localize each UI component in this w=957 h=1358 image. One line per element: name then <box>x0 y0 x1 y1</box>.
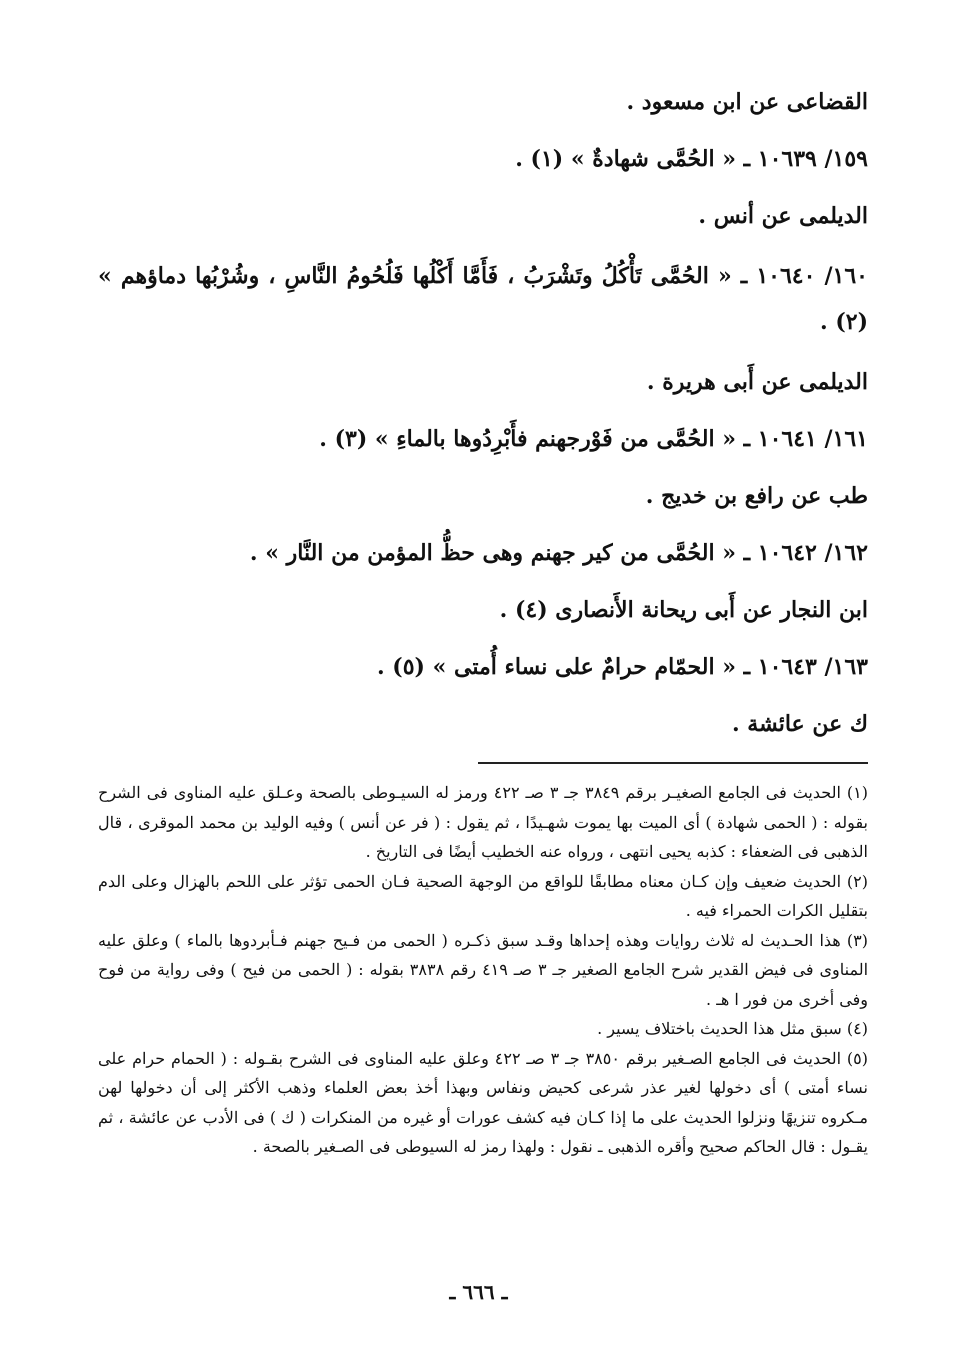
footnote-1: (١) الحديث فى الجامع الصغيـر برقم ٣٨٤٩ جـ ٣ صـ ٤٢٢ ورمز له السيـوطى بالصحة وعـلق عليه المناوى فى الشرح بقوله : ( الحمى شهادة ) أى الميت بها يموت شهـيدًا ، ثم يقول : ( فر عن أنس ) وفيه الوليد بن محمد الموقرى ، قال الذهبى فى الضعفاء : كذبه يحيى انتهى ، ورواه عنه الخطيب أيضًا فى التاريخ . <box>98 783 869 861</box>
hadith-159: ١٥٩/ ١٠٦٣٩ ـ « الحُمَّى شهادةٌ » (١) . <box>515 146 868 172</box>
footnotes <box>98 778 868 1162</box>
hadith-161: ١٦١/ ١٠٦٤١ ـ « الحُمَّى من فَوْرجهنم فأَبْرِدُوها بالماءِ » (٣) . <box>319 426 868 452</box>
footnote-5: (٥) الحديث فى الجامع الصـغير برقم ٣٨٥٠ جـ ٣ صـ ٤٢٢ وعلق عليه المناوى فى الشرح بقـوله : ( الحمام حرام على نساء أمتى ) أى دخولها لغير عذر شرعى كحيض ونفاس وبهذا أخذ بعض العلماء وذهب الأكثر إلى أن دخولها لهن مـكروه تنزيهًا ونزلوا الحديث على ما إذا كـان فيه كشف عورات أو غيره من المنكرات ( ك ) فى الأدب عن عائشة ، ثم يقـول : قال الحاكم صحيح وأقره الذهبى ـ نقول : ولهذا رمز له السيوطى فى الصـغير بالصحة . <box>98 1048 869 1156</box>
footnote-2: (٢) الحديث ضعيف وإن كـان معناه مطابقًا للواقع من الوجهة الصحية فـان الحمى تؤثر على اللحم بالهزال وعلى الدم بتقليل الكرات الحمراء فيه . <box>98 871 868 920</box>
hadith-162: ١٦٢/ ١٠٦٤٢ ـ « الحُمَّى من كير جهنم وهى حظُّ المؤمن من النَّار » . <box>249 540 868 566</box>
narrator-line: طب عن رافع بن خديج . <box>645 483 868 509</box>
page-body <box>98 82 868 1322</box>
footnote-3: (٣) هذا الحـديث له ثلاث روايات وهذه إحداها وقـد سبق ذكـره ( الحمى من فـيح جهنم فـأبردوها بالماء ) وعلق عليه المناوى فى فيض القدير شرح الجامع الصغير جـ ٣ صـ ٤١٩ رقم ٣٨٣٨ بقوله : ( الحمى من فيح ) وفى رواية من فوح وفى أخرى من فور ا هـ . <box>98 930 869 1009</box>
footnote-divider <box>478 762 868 764</box>
hadith-160: ١٦٠/ ١٠٦٤٠ ـ « الحُمَّى تَأْكُلُ وتَشْرَبُ ، فَأَمَّا أَكْلُها فَلُحُومُ النَّاسِ ، وشُرْبُها دماؤهم » (٢) . <box>98 263 868 335</box>
narrator-line: القضاعى عن ابن مسعود . <box>626 89 868 115</box>
narrator-line: ابن النجار عن أَبى ريحانة الأَنصارى (٤) . <box>499 597 868 623</box>
footnote-4: (٤) سبق مثل هذا الحديث باختلاف يسير . <box>597 1019 868 1038</box>
narrator-line: الديلمى عن أنس . <box>698 203 868 229</box>
narrator-line: ك عن عائشة . <box>731 711 868 737</box>
hadith-163: ١٦٣/ ١٠٦٤٣ ـ « الحمّام حرامٌ على نساء أُمتى » (٥) . <box>376 654 868 680</box>
page-number: ـ ٦٦٦ ـ <box>449 1280 508 1304</box>
narrator-line: الديلمى عن أَبى هريرة . <box>646 369 868 395</box>
